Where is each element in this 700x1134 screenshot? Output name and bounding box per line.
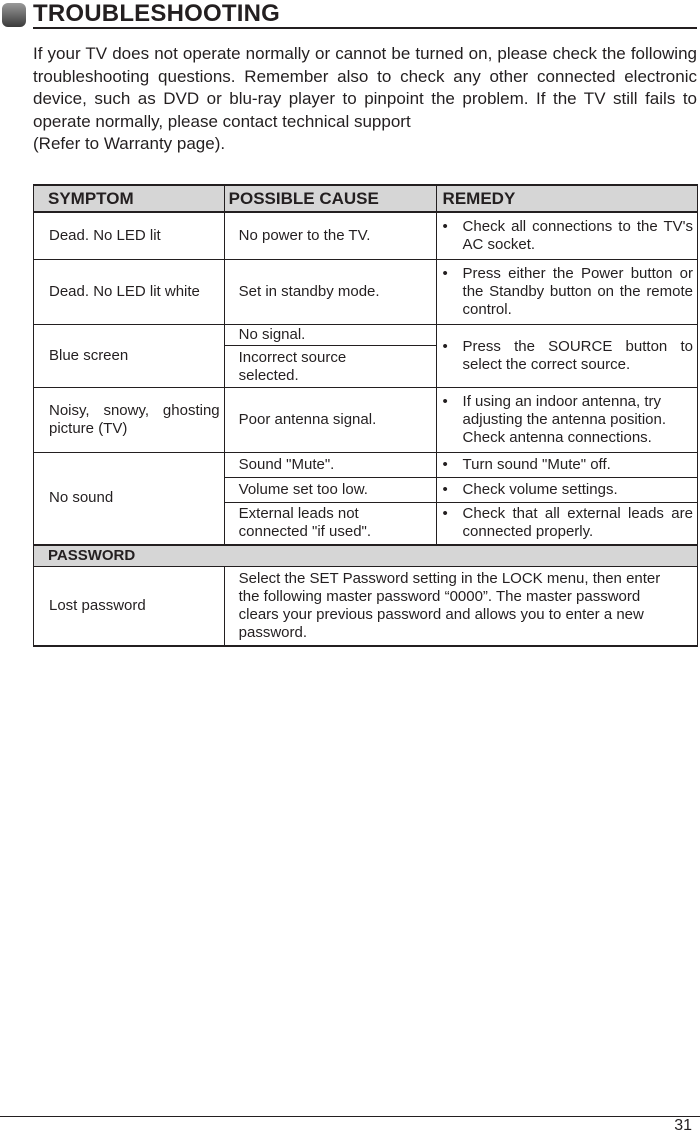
- remedy-text: Press the SOURCE button to select the correct source.: [462, 338, 693, 373]
- table-row: [34, 453, 698, 478]
- header-possible-cause: POSSIBLE CAUSE: [224, 185, 436, 212]
- bullet: •: [442, 338, 448, 355]
- table-row: [34, 212, 698, 260]
- remedy-cell: Select the SET Password setting in the LOCK menu, then enter the following master password “0000”. The master password clears your previous password and allows you to enter a new password.: [224, 566, 697, 646]
- header-tab-marker: [2, 3, 26, 27]
- intro-paragraph: [33, 43, 697, 156]
- remedy-text: Check that all external leads are connected properly.: [462, 505, 693, 541]
- bullet: •: [442, 505, 448, 523]
- remedy-text: If using an indoor antenna, try adjusting the antenna position. Check antenna connections.: [462, 393, 667, 446]
- page-title: TROUBLESHOOTING: [33, 0, 280, 27]
- cause-cell: Sound "Mute".: [224, 453, 436, 478]
- table-row: [34, 388, 698, 453]
- cause-cell: [224, 503, 436, 545]
- remedy-cell: [436, 260, 697, 325]
- remedy-text: Press either the Power button or the Standby button on the remote control.: [462, 265, 693, 318]
- table-header-row: [34, 185, 698, 212]
- symptom-cell: Lost password: [34, 566, 225, 646]
- cause-cell: Set in standby mode.: [224, 260, 436, 325]
- symptom-cell: Blue screen: [34, 325, 225, 388]
- cause-cell: Poor antenna signal.: [224, 388, 436, 453]
- bullet: •: [442, 456, 448, 473]
- table-row: [34, 566, 698, 646]
- password-section-title: PASSWORD: [34, 545, 698, 567]
- cause-cell: [224, 346, 436, 388]
- remedy-cell: [436, 325, 697, 388]
- intro-body: If your TV does not operate normally or cannot be turned on, please check the following troubleshooting questions. Remember also to check any other connected electronic device, such as DVD or blu-ray player to pinpoint the problem. If the TV still fails to operate normally, please contact technical support: [33, 44, 697, 131]
- symptom-text: Noisy, snowy, ghosting picture (TV): [49, 402, 220, 437]
- remedy-cell: [436, 453, 697, 478]
- remedy-cell: [436, 478, 697, 503]
- cause-cell: No power to the TV.: [224, 212, 436, 260]
- page-number: 31: [674, 1117, 692, 1134]
- bullet: •: [442, 265, 448, 282]
- intro-last-line: (Refer to Warranty page).: [33, 134, 226, 154]
- bullet: •: [442, 481, 448, 498]
- page-header: [0, 0, 700, 30]
- bullet: •: [442, 393, 448, 410]
- cause-text: External leads not connected "if used".: [238, 505, 372, 541]
- table-row: [34, 325, 698, 346]
- remedy-text: Check all connections to the TV's AC socket.: [462, 218, 693, 253]
- remedy-cell: [436, 212, 697, 260]
- remedy-text: Check volume settings.: [462, 481, 618, 498]
- footer-rule: [0, 1116, 700, 1117]
- symptom-cell: No sound: [34, 453, 225, 545]
- header-symptom: SYMPTOM: [34, 185, 225, 212]
- table-row: [34, 260, 698, 325]
- header-rule: [33, 27, 697, 29]
- symptom-cell: [34, 388, 225, 453]
- bullet: •: [442, 218, 448, 235]
- password-section-row: [34, 545, 698, 567]
- symptom-cell: Dead. No LED lit white: [34, 260, 225, 325]
- cause-cell: Volume set too low.: [224, 478, 436, 503]
- cause-cell: No signal.: [224, 325, 436, 346]
- remedy-text: Turn sound "Mute" off.: [462, 456, 611, 473]
- header-remedy: REMEDY: [436, 185, 697, 212]
- remedy-cell: [436, 388, 697, 453]
- cause-text: Incorrect source selected.: [238, 348, 347, 384]
- remedy-cell: [436, 503, 697, 545]
- troubleshooting-table: [33, 184, 698, 647]
- symptom-cell: Dead. No LED lit: [34, 212, 225, 260]
